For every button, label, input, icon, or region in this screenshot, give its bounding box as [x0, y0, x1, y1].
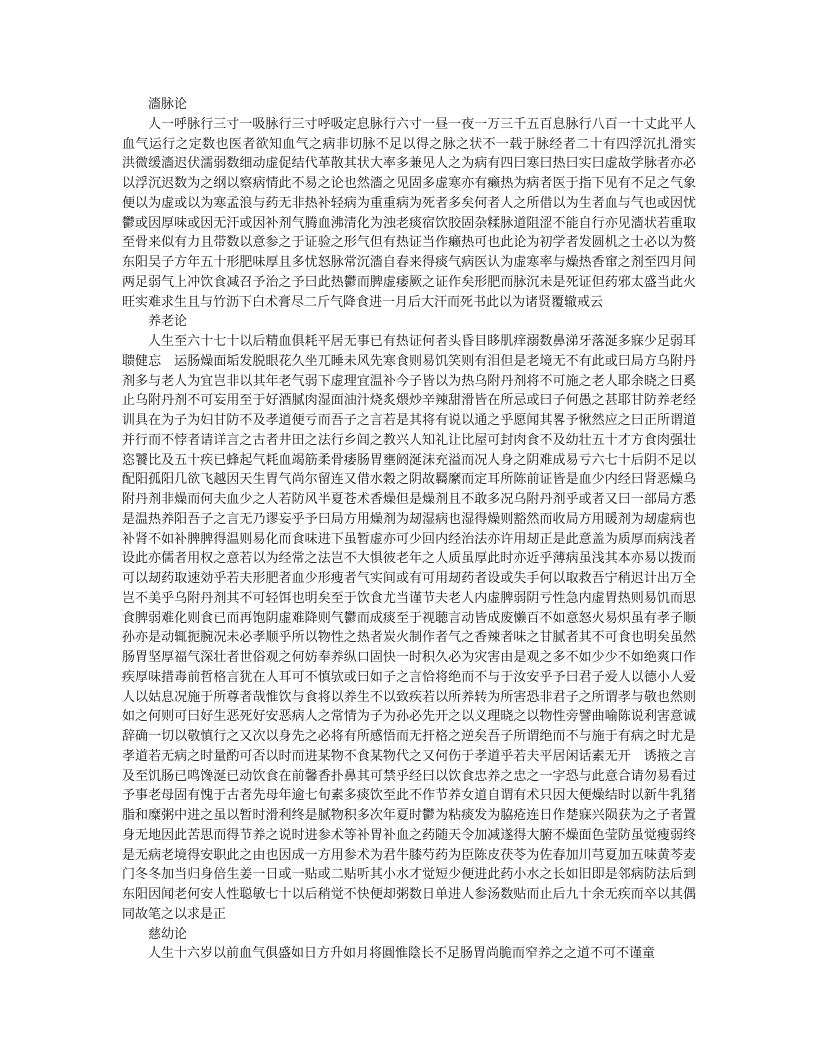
section-heading: 慈幼论 [148, 926, 188, 942]
section-heading: 养老论 [148, 314, 188, 330]
section-ciyou-lun [122, 925, 696, 965]
section-sejmai-lun [122, 95, 723, 312]
section-body-paragraph: 人一呼脉行三寸一吸脉行三寸呼吸定息脉行六寸一昼一夜一万三千五百息脉行八百一十丈此平人血气运行之定数也医者欲知血气之病非切脉不足以得之脉之状不一载于脉经者二十有四浮沉扎滑实 洪微缓濇迟伏濡弱数细动虚促结代革散其状大率多兼见人之为病有四曰寒曰热曰实曰虚故学脉者亦必以浮沉迟数为之纲以察病情此不易之论也然濇之见固多虚寒亦有癞热为病者医于指下见有不足之气象便以为虚或以为寒孟浪与药无非热补轻病为重重病为死者多矣何者人之所借以为生者血与气也或因忧鬱或因厚味或因无汗或因补剂气腾血沸清化为浊老痰宿饮胶固杂糅脉道阻涩不能自行亦见濇状若重取至骨来似有力且带数以意参之于证验之形气但有热证当作癞热可也此论为初学者发圆机之士必以为赘东阳吴子方年五十形肥味厚且多忧怒脉常沉濇自春来得痰气病医认为虚寒率与燥热香窜之剂至四月间两足弱气上冲饮食减召予治之予曰此热鬱而脾虚痿厥之证作矣形肥而脉沉未是死证但药邪太盛当此火旺实难求生且与竹沥下白术膏尽二斤气降食进一月后大汗而死书此以为诸贤覆辙戒云 [122, 116, 723, 310]
section-body-paragraph: 人生十六岁以前血气俱盛如日方升如月将圓惟陰长不足肠胃尚脆而窄养之之道不可不谨童 [148, 946, 656, 962]
section-yanglao-lun [122, 312, 696, 924]
section-body-paragraph: 人生至六十七十以后精血俱耗平居无事已有热证何者头昏目眵肌痒溺数鼻涕牙落涎多寐少足弱耳聩健忘 运肠燥面垢发脱眼花久坐兀睡未风先寒食则易饥笑则有泪但是老境无不有此或曰局方乌附丹剂多与老人为宜岂非以其年老气弱下虚理宜温补今子皆以为热乌附丹剂将不可施之老人耶余晓之曰奚止乌附丹剂不可妄用至于好酒腻肉湿面油汁烧炙煨炒辛辣甜滑皆在所忌或曰子何愚之甚耶甘防养老经训具在为子为妇甘防不及孝道便亏而吾子之言若是其将有说以通之乎愿闻其畧予愀然应之曰正所谓道并行而不悖者请详言之古者井田之法行乡闾之教兴人知礼让比屋可封肉食不及幼壮五十才方食肉强壮恣饕比及五十疾已蜂起气耗血竭筋柔骨痿肠胃壅阏涎沫充溢而况人身之阴难成易亏六七十后阴不足以配阳孤阳几欲飞越因天生胃气尚尔留连又借水穀之阴故羇縻而定耳所陈前证皆是血少内经曰肾恶燥乌附丹剂非燥而何夫血少之人若防风半夏苍术香燥但是燥剂且不敢多况乌附丹剂乎或者又曰一部局方悉是温热养阳吾子之言无乃谬妄乎予曰局方用燥剂为刼湿病也湿得燥则豁然而收局方用暖剂为刼虚病也补肾不如补脾脾得温则易化而食味进下虽暂虚亦可少回内经治法亦许用刼正是此意盖为质厚而病浅者设此亦儒者用权之意若以为经常之法岂不大惧彼老年之人质虽厚此时亦近乎薄病虽浅其本亦易以拨而可以刼药取速効乎若夫形肥者血少形瘦者气实间或有可用刼药者设或失手何以取救吾宁稍迟计出万全岂不美乎乌附丹剂其不可轻饵也明矣至于饮食尤当谨节夫老人内虚脾弱阴亏性急内虚胃热则易饥而思食脾弱难化则食已而再饱阴虚难降则气鬱而成痰至于视聴言动皆成废懒百不如意怒火易炽虽有孝子顺孙亦是动辄扼腕况未必孝顺乎所以物性之热者炭火制作者气之香辣者味之甘腻者其不可食也明矣虽然肠胃坚厚福气深壮者世俗观之何妨奉养纵口固快一时积久必为灾害由是观之多不如少少不如绝爽口作疾厚味措毒前哲格言犹在人耳可不慎欤或曰如子之言恰将绝而不与于汝安乎予曰君子爱人以德小人爱人以姑息况施于所尊者哉惟饮与食将以养生不以致疾若以所养转为所害恐非君子之所谓孝与敬也然则如之何则可曰好生恶死好安恶病人之常情为子为孙必先开之以义理晓之以物性旁譬曲喻陈说利害意诚辞确一切以敬慎行之又次以身先之必将有所感悟而无扞格之逆矣吾子所谓绝而不与施于有病之时尤是孝道若无病之时量酌可否以时而进某物不食某物代之又何伤于孝道乎若夫平居闲话素无开 诱掖之言及至饥肠已鸣馋涎已动饮食在前馨香扑鼻其可禁乎经曰以饮食忠养之忠之一字恐与此意合请勿易看过予事老母固有愧于古者先母年逾七旬素多痰饮至此不作节养女道自谓有术只因大便燥结时以新牛乳猪脂和糜粥中进之虽以暂时滑利终是腻物积多次年夏时鬱为粘痰发为脇疮连日作楚寐兴陨获为之子者置身无地因此苦思而得节养之说时进参术等补胃补血之药随天令加减遂得大腑不燥面色莹防虽觉瘦弱终是无病老境得安职此之由也因成一方用参术为君牛膝芍药为臣陈皮茯苓为佐春加川芎夏加五味黄芩麦门冬冬加当归身倍生姜一日或一贴或二贴听其小水才觉短少便进此药小水之长如旧即是邻病防法后到东阳因闻老何安人性聪敏七十以后稍觉不快便却粥数日单进人参汤数贴而止后九十余无疾而卒以其偶同故笔之以求是正 [122, 334, 696, 922]
document-page [122, 95, 723, 964]
section-heading: 濇脉论 [148, 97, 188, 112]
